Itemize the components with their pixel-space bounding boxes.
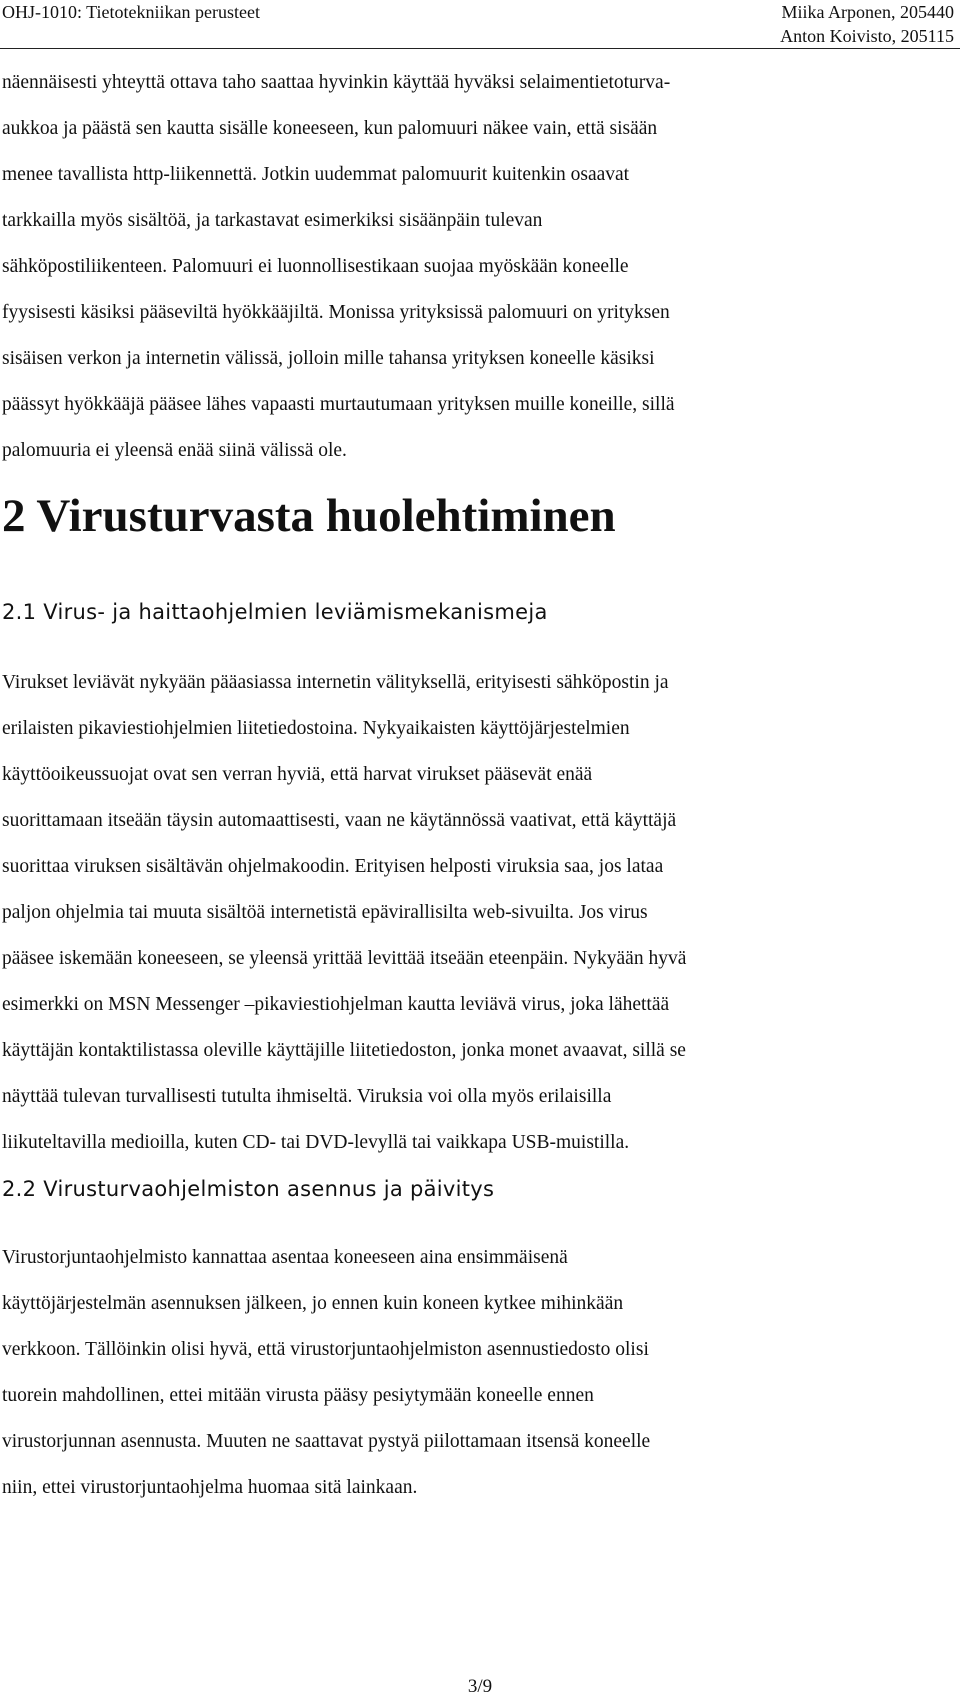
subsection-title: 2.2 Virusturvaohjelmiston asennus ja päivitys <box>2 1177 495 1201</box>
text-line: tarkkailla myös sisältöä, ja tarkastavat esimerkiksi sisäänpäin tulevan <box>2 210 543 231</box>
body-paragraph <box>2 1235 952 1511</box>
paragraph-antivirus-install <box>2 1235 952 1511</box>
text-line: esimerkki on MSN Messenger –pikaviestiohjelman kautta leviävä virus, joka lähettää <box>2 994 670 1015</box>
paragraph-firewall <box>2 60 952 474</box>
text-line: paljon ohjelmia tai muuta sisältöä internetistä epävirallisilta web-sivuilta. Jos virus <box>2 902 648 923</box>
text-line: tuorein mahdollinen, ettei mitään virusta pääsy pesiytymään koneelle ennen <box>2 1385 594 1406</box>
header-divider <box>0 48 960 49</box>
paragraph-virus-spread <box>2 660 952 1166</box>
text-line: näyttää tulevan turvallisesti tutulta ihmiseltä. Viruksia voi olla myös erilaisilla <box>2 1086 612 1107</box>
text-line: näennäisesti yhteyttä ottava taho saattaa hyvinkin käyttää hyväksi selaimentietoturva- <box>2 72 671 93</box>
subsection-title: 2.1 Virus- ja haittaohjelmien leviämismekanismeja <box>2 600 548 624</box>
section-heading-2 <box>2 488 952 544</box>
text-line: sisäisen verkon ja internetin välissä, jolloin mille tahansa yrityksen koneelle käsiksi <box>2 348 655 369</box>
text-line: sähköpostiliikenteen. Palomuuri ei luonnollisestikaan suojaa myöskään koneelle <box>2 256 629 277</box>
text-line: käyttöoikeussuojat ovat sen verran hyviä, että harvat virukset pääsevät enää <box>2 764 593 785</box>
text-line: suorittaa viruksen sisältävän ohjelmakoodin. Erityisen helposti viruksia saa, jos lataa <box>2 856 664 877</box>
text-line: menee tavallista http-liikennettä. Jotkin uudemmat palomuurit kuitenkin osaavat <box>2 164 630 185</box>
author-line: Anton Koivisto, 205115 <box>780 26 954 46</box>
text-line: käyttöjärjestelmän asennuksen jälkeen, jo ennen kuin koneen kytkee mihinkään <box>2 1293 624 1314</box>
text-line: aukkoa ja päästä sen kautta sisälle koneeseen, kun palomuuri näkee vain, että sisään <box>2 118 658 139</box>
text-line: erilaisten pikaviestiohjelmien liitetiedostoina. Nykyaikaisten käyttöjärjestelmien <box>2 718 630 739</box>
page-number: 3/9 <box>467 1676 493 1697</box>
body-paragraph <box>2 660 952 1166</box>
page-header <box>0 0 960 46</box>
text-line: palomuuria ei yleensä enää siinä välissä ole. <box>2 440 347 461</box>
text-line: Virustorjuntaohjelmisto kannattaa asentaa koneeseen aina ensimmäisenä <box>2 1247 568 1268</box>
text-line: suorittamaan itseään täysin automaattisesti, vaan ne käytännössä vaativat, että käyttäjä <box>2 810 677 831</box>
text-line: käyttäjän kontaktilistassa oleville käyttäjille liitetiedoston, jonka monet avaavat, sillä se <box>2 1040 686 1061</box>
text-line: pääsee iskemään koneeseen, se yleensä yrittää levittää itseään eteenpäin. Nykyään hyvä <box>2 948 687 969</box>
body-paragraph <box>2 60 952 474</box>
author-line: Miika Arponen, 205440 <box>781 2 954 22</box>
course-title: OHJ-1010: Tietotekniikan perusteet <box>2 2 260 22</box>
text-line: verkkoon. Tällöinkin olisi hyvä, että virustorjuntaohjelmiston asennustiedosto olisi <box>2 1339 649 1360</box>
text-line: Virukset leviävät nykyään pääasiassa internetin välityksellä, erityisesti sähköpostin ja <box>2 672 669 693</box>
subsection-heading-2-2 <box>2 1174 952 1204</box>
text-line: virustorjunnan asennusta. Muuten ne saattavat pystyä piilottamaan itsensä koneelle <box>2 1431 651 1452</box>
text-line: liikuteltavilla medioilla, kuten CD- tai DVD-levyllä tai vaikkapa USB-muistilla. <box>2 1132 630 1153</box>
section-title: 2 Virusturvasta huolehtiminen <box>2 490 616 542</box>
authors <box>780 0 954 48</box>
subsection-heading-2-1 <box>2 597 952 627</box>
text-line: fyysisesti käsiksi pääseviltä hyökkääjiltä. Monissa yrityksissä palomuuri on yrityksen <box>2 302 670 323</box>
text-line: päässyt hyökkääjä pääsee lähes vapaasti murtautumaan yrityksen muille koneille, sillä <box>2 394 675 415</box>
text-line: niin, ettei virustorjuntaohjelma huomaa sitä lainkaan. <box>2 1477 418 1498</box>
